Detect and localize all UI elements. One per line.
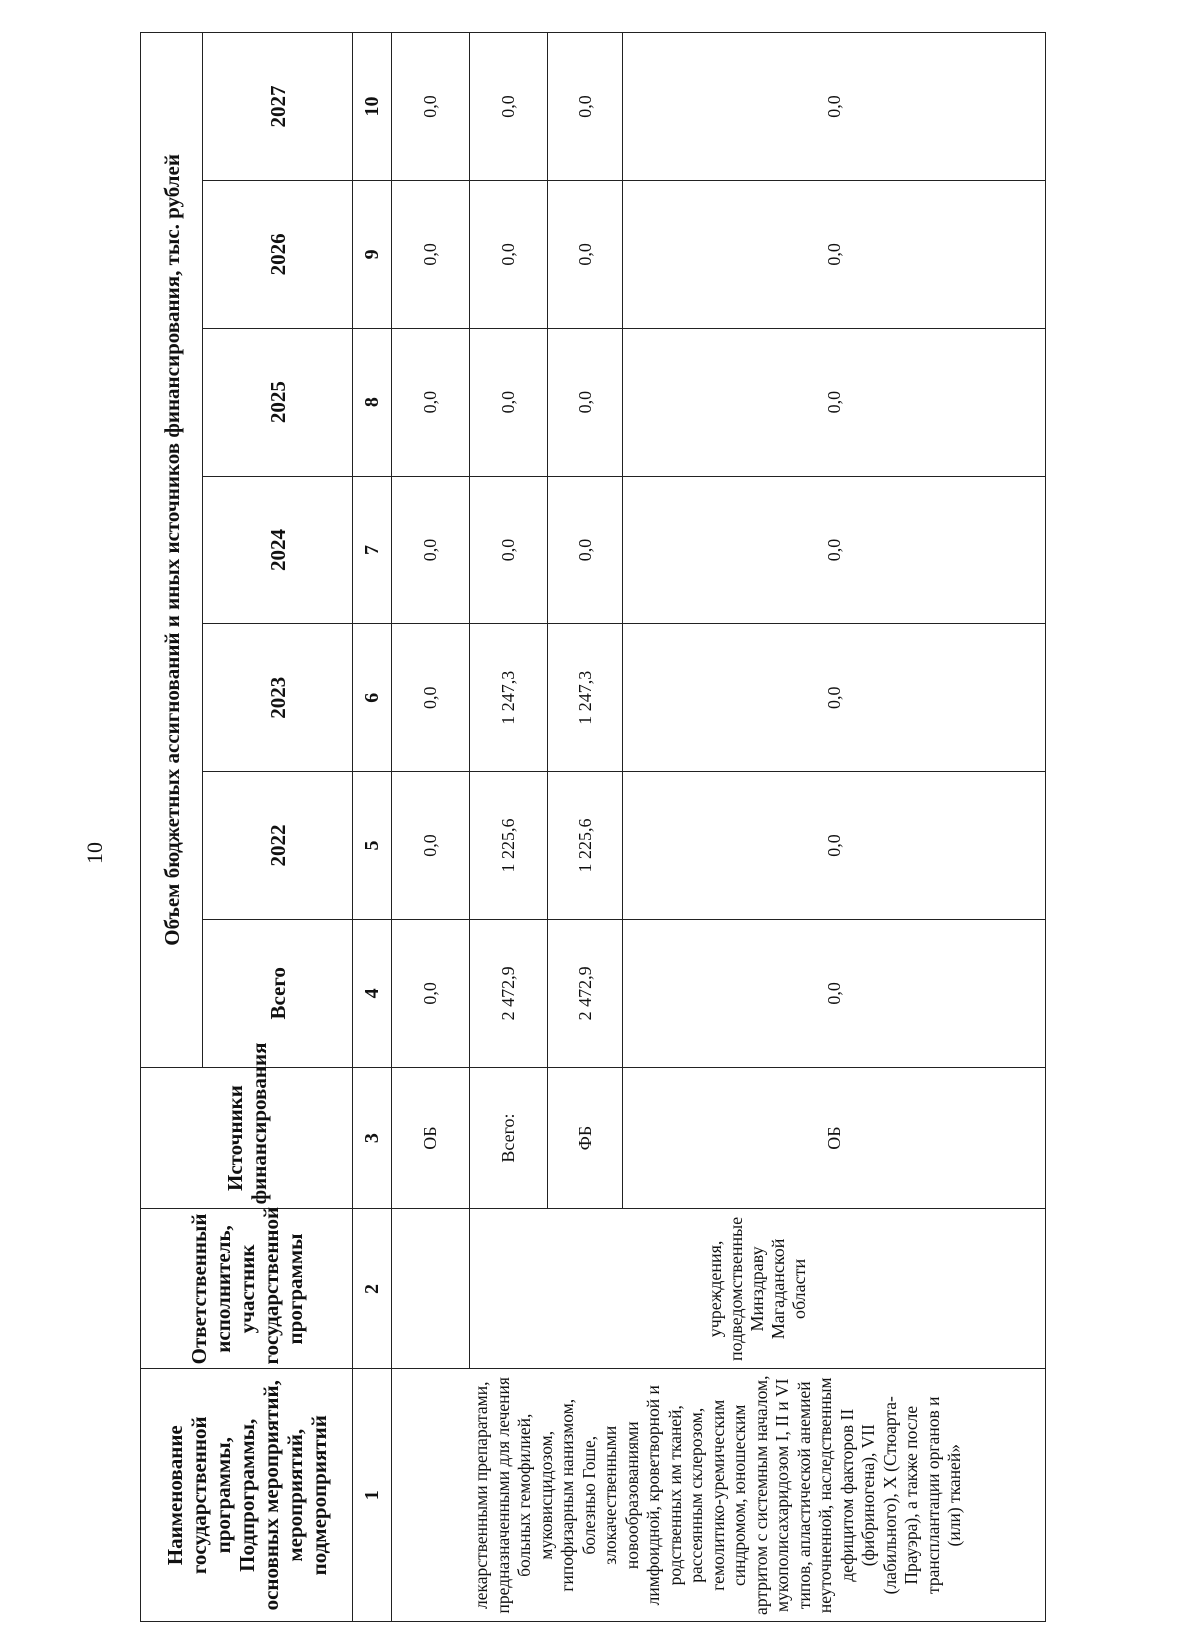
column-number: 3 [353, 1067, 392, 1209]
page-number: 10 [82, 842, 107, 864]
value-cell: 0,0 [623, 180, 1046, 328]
value-cell: 0,0 [392, 33, 470, 181]
value-cell: 1 247,3 [470, 624, 548, 772]
value-cell: 0,0 [623, 328, 1046, 476]
column-number: 7 [353, 476, 392, 624]
value-cell: 0,0 [623, 919, 1046, 1067]
value-cell: 0,0 [623, 624, 1046, 772]
column-number: 9 [353, 180, 392, 328]
value-cell: 0,0 [392, 180, 470, 328]
column-number: 8 [353, 328, 392, 476]
column-number: 2 [353, 1209, 392, 1369]
value-cell: 0,0 [548, 180, 623, 328]
header-year: 2024 [203, 476, 353, 624]
value-cell: 0,0 [470, 180, 548, 328]
column-number: 1 [353, 1369, 392, 1622]
header-year: 2025 [203, 328, 353, 476]
header-year: 2027 [203, 33, 353, 181]
header-year: 2026 [203, 180, 353, 328]
value-cell: 0,0 [392, 476, 470, 624]
value-cell: 0,0 [548, 33, 623, 181]
executor: учреждения, подведомственные Минздраву Магаданской области [470, 1209, 1046, 1369]
value-cell: 0,0 [392, 919, 470, 1067]
source-cell: ОБ [623, 1067, 1046, 1209]
column-number: 6 [353, 624, 392, 772]
table-row [392, 33, 470, 1622]
activity-description: лекарственными препаратами, предназначенными для лечения больных гемофилией, муковисцидозом, гипофизарным нанизмом, болезнью Гоше, злокачественными новообразованиями лимфоидной, кроветворной и родственных им тканей, рассеянным склерозом, гемолитико-уремическим синдромом, юношеским артритом с системным началом, мукополисахаридозом I, II и VI типов, апластической анемией неуточненной, наследственным дефицитом факторов II (фибриногена), VII (лабильного), X (Стюарта-Прауэра), а также после трансплантации органов и (или) тканей» [392, 1369, 1046, 1622]
value-cell: 0,0 [470, 33, 548, 181]
source-cell: ОБ [392, 1067, 470, 1209]
column-number-row [353, 33, 392, 1622]
executor-cell-empty [392, 1209, 470, 1369]
header-col3: Источники финансирования [141, 1067, 353, 1209]
header-year: 2022 [203, 772, 353, 920]
header-year: Всего [203, 919, 353, 1067]
financing-table [140, 32, 1046, 1622]
value-cell: 1 225,6 [548, 772, 623, 920]
header-row-group [141, 33, 203, 1622]
header-year: 2023 [203, 624, 353, 772]
column-number: 10 [353, 33, 392, 181]
value-cell: 0,0 [392, 624, 470, 772]
rotated-table-wrapper [140, 32, 1040, 1622]
source-cell: ФБ [548, 1067, 623, 1209]
value-cell: 0,0 [623, 476, 1046, 624]
column-number: 4 [353, 919, 392, 1067]
value-cell: 0,0 [623, 33, 1046, 181]
value-cell: 0,0 [623, 772, 1046, 920]
source-cell: Всего: [470, 1067, 548, 1209]
header-col2: Ответственный исполнитель, участник государственной программы [141, 1209, 353, 1369]
value-cell: 0,0 [548, 328, 623, 476]
value-cell: 0,0 [470, 328, 548, 476]
value-cell: 0,0 [392, 328, 470, 476]
column-number: 5 [353, 772, 392, 920]
value-cell: 1 225,6 [470, 772, 548, 920]
value-cell: 0,0 [392, 772, 470, 920]
value-cell: 1 247,3 [548, 624, 623, 772]
value-cell: 0,0 [548, 476, 623, 624]
header-funding-group: Объем бюджетных ассигнований и иных источников финансирования, тыс. рублей [141, 33, 203, 1068]
value-cell: 0,0 [470, 476, 548, 624]
value-cell: 2 472,9 [470, 919, 548, 1067]
value-cell: 2 472,9 [548, 919, 623, 1067]
header-col1: Наименование государственной программы, Подпрограммы, основных мероприятий, мероприятий, подмероприятий [141, 1369, 353, 1622]
